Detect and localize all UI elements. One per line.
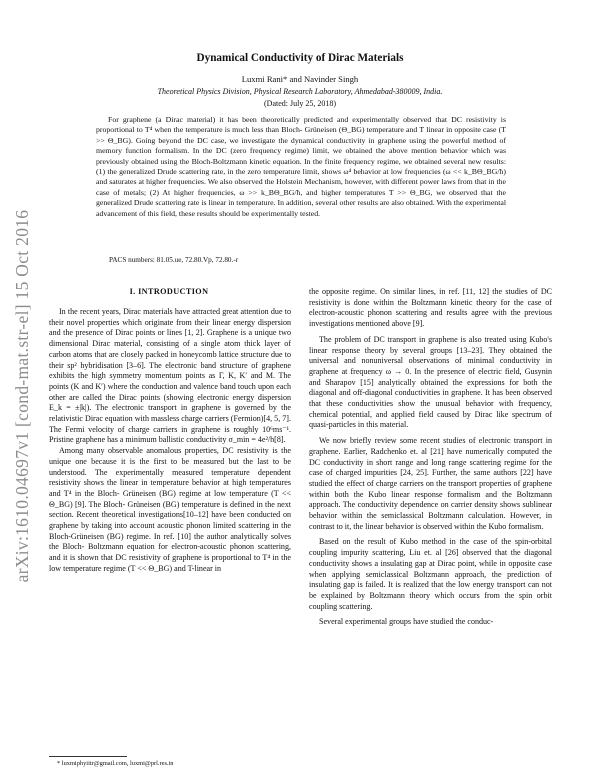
paragraph: In the recent years, Dirac materials have attracted great attention due to their novel properties which originate from their linear energy dispersion and the presence of Dirac points or lines [1, 2]. Graphene is a unique two dimensional Dirac material, consisting of a single atom thick layer of carbon atoms that are closely packed in honeycomb lattice structure due to their sp² hybridisation [3–6]. The electronic band structure of graphene exhibits the high symmetry momentum points as Γ, K, K′ and M. The points (K and K′) where the conduction and valence band touch upon each other are called the Dirac points (showing electronic energy dispersion E_k = ±|k|). The electronic transport in graphene is governed by the relativistic Dirac equation with massless charge carriers (Fermion)[4, 5, 7]. The Fermi velocity of charge carriers in graphene is roughly 10⁶ms⁻¹. Pristine graphene has a minimum ballistic conductivity σ_min = 4e²/h[8]. bbox=[49, 307, 291, 445]
footnote-rule bbox=[49, 756, 127, 757]
paper-title: Dynamical Conductivity of Dirac Materials bbox=[196, 52, 404, 64]
left-column bbox=[49, 307, 291, 575]
date-line: (Dated: July 25, 2018) bbox=[264, 99, 336, 108]
paragraph: We now briefly review some recent studies of electronic transport in graphene. Earlier, Radchenko et. al [21] have numerically computed the DC conductivity in short range and long range scattering regime for the case of charged impurities [24, 25]. Further, the same authors [22] have studied the effect of charge carriers on the transport properties of graphene within both the Kubo linear response formalism and the Boltzmann approach. The conductivity dependence on carrier density shows sublinear behavior within the semiclassical Boltzmann calculation. However, in contrast to it, the linear behavior is observed within the Kubo formalism. bbox=[309, 436, 552, 531]
paragraph: the opposite regime. On similar lines, in ref. [11, 12] the studies of DC resistivity is done within the Boltzmann kinetic theory for the case of electron-acoustic phonon scattering and results agree with the previous investigations mentioned above [9]. bbox=[309, 287, 552, 329]
abstract: For graphene (a Dirac material) it has been theoretically predicted and experimentally observed that DC resistivity is proportional to T⁴ when the temperature is much less than Bloch- Grüneisen (Θ_BG) temperature and T linear in opposite case (T >> Θ_BG). Going beyond the DC case, we investigate the dynamical conductivity in graphene using the powerful method of memory function formalism. In the DC (zero frequency regime) limit, we obtained the above mention behavior which was previously obtained using the Bloch-Boltzmann kinetic equation. In the finite frequency regime, we obtained several new results: (1) the generalized Drude scattering rate, in the zero temperature limit, shows ω⁴ behavior at low frequencies (ω << k_BΘ_BG/ħ) and saturates at higher frequencies. We also observed the Holstein Mechanism, however, with different power laws from that in the case of metals; (2) At higher frequencies, ω >> k_BΘ_BG/ħ, and higher temperatures T >> Θ_BG, we observed that the generalized Drude scattering rate is linear in temperature. In addition, several other results are also obtained. With the experimental advancement of this field, these results should be experimentally tested. bbox=[96, 115, 506, 218]
paragraph: Among many observable anomalous properties, DC resistivity is the unique one because it is the first to be measured but the last to be understood. The experimentally measured temperature dependent resistivity shows the linear in temperature behavior at high temperatures and T⁴ in the Bloch- Grüneisen (BG) regime at low temperature (T << Θ_BG) [9]. The Bloch- Grüneisen (BG) temperature is defined in the next section. Recent theoretical investigations[10–12] have been conducted on graphene by taking into account acoustic phonon limited scattering in the Bloch-Grüneisen (BG) regime. In ref. [10] the author analytically solves the Bloch- Boltzmann equation for electron-acoustic phonon scattering, and it is shown that DC resistivity of graphene is proportional to T⁴ in the low temperature regime (T << Θ_BG) and T-linear in bbox=[49, 446, 291, 573]
footnote: * luxmiphyiitr@gmail.com, luxmi@prl.res.in bbox=[57, 760, 174, 767]
section-heading: I. INTRODUCTION bbox=[129, 287, 209, 296]
paragraph: Based on the result of Kubo method in the case of the spin-orbital coupling impurity scattering, Liu et. al [26] observed that the diagonal conductivity shows a insulating gap at Dirac point, while in opposite case when applying semiclassical Boltzmann approach, the prediction of insulating gap is failed. It is realized that the low energy transport can not be explained by Boltzmann theory which occurs from the spin orbit coupling scattering. bbox=[309, 537, 552, 611]
paragraph: The problem of DC transport in graphene is also treated using Kubo's linear response theory by several groups [13–23]. They obtained the universal and nonuniversal observations of minimal conductivity in graphene at frequency ω → 0. In the presence of electric field, Gusynin and Sharapov [15] analytically obtained the expressions for both the diagonal and off-diagonal conductivities in graphene. It has been observed that these conductivities show the unusual behavior with frequency, chemical potential, and applied field caused by Dirac like spectrum of quasi-particles in this material. bbox=[309, 334, 552, 430]
arxiv-stamp: arXiv:1610.04697v1 [cond-mat.str-el] 15 Oct 2016 bbox=[12, 209, 32, 583]
pacs-numbers: PACS numbers: 81.05.ue, 72.80.Vp, 72.80.-r bbox=[109, 256, 239, 264]
affiliation: Theoretical Physics Division, Physical Research Laboratory, Ahmedabad-380009, India. bbox=[157, 87, 443, 96]
paragraph: Several experimental groups have studied the conduc- bbox=[319, 617, 494, 627]
right-column bbox=[309, 287, 552, 628]
authors: Luxmi Rani* and Navinder Singh bbox=[241, 74, 359, 84]
